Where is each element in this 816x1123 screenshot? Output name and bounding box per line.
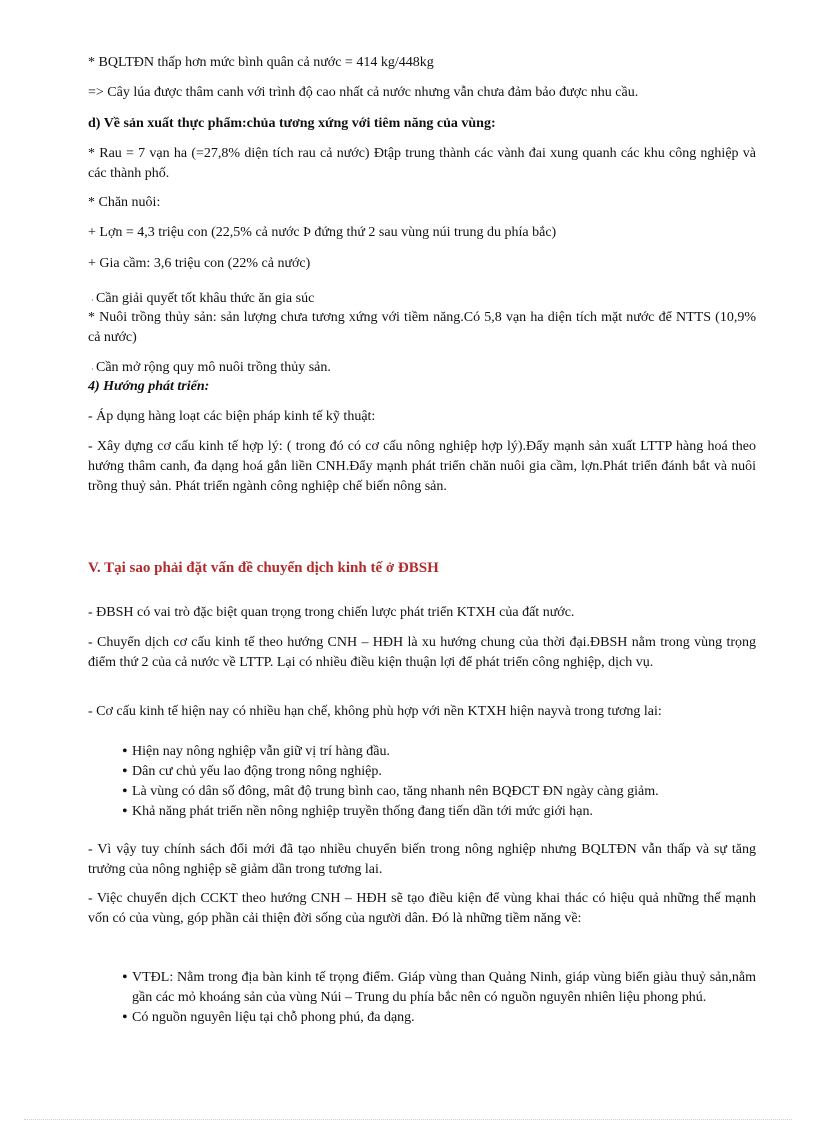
paragraph-viec-chuyen-dich: - Việc chuyển dịch CCKT theo hướng CNH – HĐH sẽ tạo điều kiện để vùng khai thác có hiệu quả những thế mạnh vốn có của vùng, góp phần cải thiện đời sống của người dân. Đó là những tiềm năng về: — [88, 891, 756, 926]
page-bottom-divider — [24, 1119, 792, 1120]
paragraph-vai-tro: - ĐBSH có vai trò đặc biệt quan trọng trong chiến lược phát triển KTXH của đất nước. — [88, 605, 575, 620]
heading-san-xuat-thuc-pham: d) Về sản xuất thực phẩm:chủa tương xứng với tiêm năng của vùng: — [88, 116, 496, 131]
bullet-list-tiem-nang — [122, 968, 756, 1028]
note-thuc-an-text: Cần giải quyết tốt khâu thức ăn gia súc — [96, 291, 315, 306]
paragraph-nuoi-trong: * Nuôi trồng thủy sản: sản lượng chưa tương xứng với tiềm năng.Có 5,8 vạn ha diện tích mặt nước để NTTS (10,9% cả nước) — [88, 310, 756, 345]
paragraph-lon: + Lợn = 4,3 triệu con (22,5% cả nước Þ đứng thứ 2 sau vùng núi trung du phía bắc) — [88, 225, 557, 240]
heading-huong-phat-trien: 4) Hướng phát triển: — [88, 379, 210, 394]
paragraph-ap-dung: - Áp dụng hàng loạt các biện pháp kinh tế kỹ thuật: — [88, 409, 376, 424]
bullet-list-han-che — [122, 742, 756, 822]
paragraph-rau: * Rau = 7 vạn ha (=27,8% diện tích rau cả nước) Đtập trung thành các vành đai xung quanh các khu công nghiệp và các thành phố. — [88, 146, 756, 181]
paragraph-bqltdn: * BQLTĐN thấp hơn mức bình quân cả nước = 414 kg/448kg — [88, 55, 434, 70]
small-bullet-icon: · — [91, 296, 94, 305]
note-mo-rong-text: Cần mở rộng quy mô nuôi trồng thủy sản. — [96, 360, 331, 375]
list-item: • Có nguồn nguyên liệu tại chỗ phong phú, đa dạng. — [122, 1008, 756, 1028]
section-heading-v: V. Tại sao phải đặt vấn đề chuyển dịch kinh tế ở ĐBSH — [88, 560, 439, 576]
paragraph-chan-nuoi: * Chăn nuôi: — [88, 195, 161, 210]
note-thuc-an — [91, 289, 756, 309]
list-item: • Hiện nay nông nghiệp vẫn giữ vị trí hàng đầu. — [122, 742, 756, 762]
list-item: • Dân cư chủ yếu lao động trong nông nghiệp. — [122, 762, 756, 782]
paragraph-xay-dung: - Xây dựng cơ cấu kinh tế hợp lý: ( trong đó có cơ cấu nông nghiệp hợp lý).Đẩy mạnh sản xuất LTTP hàng hoá theo hướng thâm canh, đa dạng hoá gắn liền CNH.Đẩy mạnh phát triển chăn nuôi gia cầm, lợn.Phát triển đánh bắt và nuôi trồng thuỷ sản. Phát triển ngành công nghiệp chế biến nông sản. — [88, 439, 756, 494]
small-bullet-icon: · — [91, 365, 94, 374]
paragraph-co-cau: - Cơ cấu kinh tế hiện nay có nhiều hạn chế, không phù hợp với nền KTXH hiện nayvà trong tương lai: — [88, 704, 662, 719]
list-item: • VTĐL: Nằm trong địa bàn kinh tế trọng điểm. Giáp vùng than Quảng Ninh, giáp vùng biển giàu thuỷ sản,nằm gần các mỏ khoáng sản của vùng Núi – Trung du phía bắc nên có nguồn nguyên nhiên liệu phong phú. — [122, 968, 756, 1008]
note-mo-rong — [91, 358, 756, 378]
paragraph-vi-vay: - Vì vậy tuy chính sách đổi mới đã tạo nhiều chuyển biến trong nông nghiệp nhưng BQLTĐN vẫn thấp và sự tăng trưởng của nông nghiệp sẽ giảm dần trong tương lai. — [88, 842, 756, 877]
paragraph-gia-cam: + Gia cầm: 3,6 triệu con (22% cả nước) — [88, 256, 311, 271]
paragraph-chuyen-dich: - Chuyển dịch cơ cấu kinh tế theo hướng CNH – HĐH là xu hướng chung của thời đại.ĐBSH nằm trong vùng trọng điểm thứ 2 của cả nước về LTTP. Lại có nhiều điều kiện thuận lợi để phát triển công nghiệp, dịch vụ. — [88, 635, 756, 670]
list-item: • Khả năng phát triển nền nông nghiệp truyền thống đang tiến dần tới mức giới hạn. — [122, 802, 756, 822]
list-item: • Là vùng có dân số đông, mât độ trung bình cao, tăng nhanh nên BQĐCT ĐN ngày càng giảm. — [122, 782, 756, 802]
paragraph-cay-lua: => Cây lúa được thâm canh với trình độ cao nhất cả nước nhưng vẫn chưa đảm bảo được nhu cầu. — [88, 85, 639, 100]
